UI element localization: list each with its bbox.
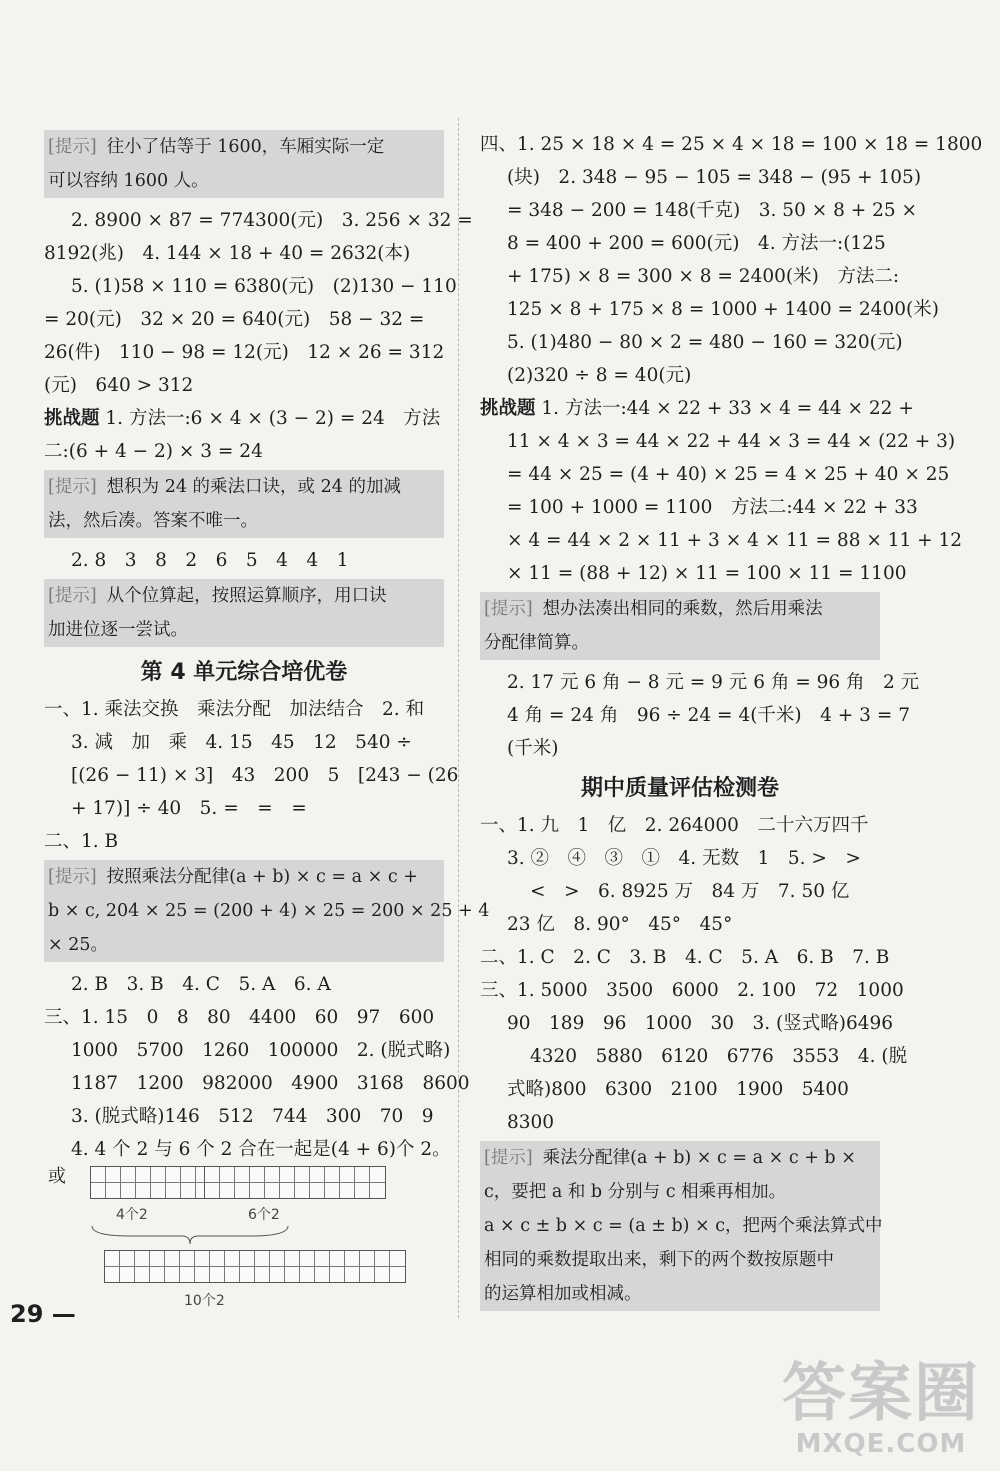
tip-text: × 25。 <box>48 935 108 955</box>
answer-line: 一、1. 九 1 亿 2. 264000 二十六万四千 <box>480 815 869 836</box>
tip-tag: [提示] <box>484 599 533 619</box>
tip-text: 加进位逐一尝试。 <box>48 620 188 640</box>
challenge-line <box>480 392 914 425</box>
tip-box <box>44 860 490 962</box>
answer-line: = 348 − 200 = 148(千克) 3. 50 × 8 + 25 × <box>507 200 918 221</box>
tip-box <box>480 592 880 660</box>
tip-text: 可以容纳 1600 人。 <box>48 171 209 191</box>
tip-box <box>480 1141 883 1311</box>
answer-line: 1187 1200 982000 4900 3168 8600 <box>71 1073 470 1094</box>
tip-tag: [提示] <box>48 477 97 497</box>
column-divider <box>458 118 459 1318</box>
answer-line: 8192(兆) 4. 144 × 18 + 40 = 2632(本) <box>44 243 411 264</box>
watermark-logo <box>782 1359 980 1459</box>
answer-line: 二、1. C 2. C 3. B 4. C 5. A 6. B 7. B <box>480 947 890 968</box>
grouping-diagram <box>44 1166 444 1346</box>
answer-line: 二、1. B <box>44 831 119 852</box>
answer-line: (块) 2. 348 − 95 − 105 = 348 − (95 + 105) <box>507 167 922 188</box>
tip-tag: [提示] <box>48 867 97 887</box>
answer-line: 5. (1)480 − 80 × 2 = 480 − 160 = 320(元) <box>507 332 903 353</box>
tip-text: a × c ± b × c = (a ± b) × c，把两个乘法算式中 <box>484 1216 883 1236</box>
tip-text: b × c, 204 × 25 = (200 + 4) × 25 = 200 × 25 + 4 <box>48 901 490 921</box>
answer-line: [(26 − 11) × 3] 43 200 5 [243 − (26 <box>71 765 459 786</box>
answer-line: 3. (脱式略)146 512 744 300 70 9 <box>71 1106 434 1127</box>
answer-line: (千米) <box>507 738 559 759</box>
answer-line: 式略)800 6300 2100 1900 5400 <box>507 1079 849 1100</box>
tip-tag: [提示] <box>48 586 97 606</box>
tip-box <box>44 579 444 647</box>
answer-line: 11 × 4 × 3 = 44 × 22 + 44 × 3 = 44 × (22 + 3) <box>507 431 956 452</box>
answer-line: × 11 = (88 + 12) × 11 = 100 × 11 = 1100 <box>507 563 907 584</box>
answer-line: 2. 8 3 8 2 6 5 4 4 1 <box>71 550 349 571</box>
tip-text: 想办法凑出相同的乘数，然后用乘法 <box>542 599 823 619</box>
answer-line: 125 × 8 + 175 × 8 = 1000 + 1400 = 2400(米) <box>507 299 939 320</box>
answer-line: 4320 5880 6120 6776 3553 4. (脱 <box>530 1046 908 1067</box>
answer-line: 4. 4 个 2 与 6 个 2 合在一起是(4 + 6)个 2。 <box>71 1139 451 1160</box>
answer-line: 2. 8900 × 87 = 774300(元) 3. 256 × 32 = <box>71 210 473 231</box>
answer-line: = 100 + 1000 = 1100 方法二:44 × 22 + 33 <box>507 497 918 518</box>
tip-text: c，要把 a 和 b 分别与 c 相乘再相加。 <box>484 1182 787 1202</box>
right-column <box>480 128 983 1317</box>
answer-line: 8300 <box>507 1112 555 1133</box>
page-number: 29 — <box>10 1300 76 1328</box>
challenge-text: 1. 方法一:6 × 4 × (3 − 2) = 24 方法 <box>105 408 441 429</box>
group-brace <box>90 1224 290 1246</box>
tip-tag: [提示] <box>484 1148 533 1168</box>
watermark-url: MXQE.COM <box>795 1429 967 1459</box>
answer-line: 2. B 3. B 4. C 5. A 6. A <box>71 974 331 995</box>
answer-line: 1000 5700 1260 100000 2. (脱式略) <box>71 1040 451 1061</box>
section-title: 期中质量评估检测卷 <box>580 776 779 801</box>
left-column <box>44 128 490 1346</box>
tip-text: 法，然后凑。答案不唯一。 <box>48 511 258 531</box>
answer-line: < > 6. 8925 万 84 万 7. 50 亿 <box>530 881 850 902</box>
tip-text: 按照乘法分配律(a + b) × c = a × c + <box>106 867 418 887</box>
grid-10x2 <box>104 1250 406 1283</box>
challenge-text: 1. 方法一:44 × 22 + 33 × 4 = 44 × 22 + <box>541 398 914 419</box>
or-label: 或 <box>48 1166 66 1187</box>
answer-line: 三、1. 15 0 8 80 4400 60 97 600 <box>44 1007 435 1028</box>
challenge-label: 挑战题 <box>44 408 100 429</box>
answer-line: (元) 640 > 312 <box>44 375 194 396</box>
answer-line: 3. 减 加 乘 4. 15 45 12 540 ÷ <box>71 732 412 753</box>
answer-line: + 175) × 8 = 300 × 8 = 2400(米) 方法二: <box>507 266 900 287</box>
tip-text: 从个位算起，按照运算顺序，用口诀 <box>106 586 387 606</box>
grid-6x2 <box>204 1166 386 1199</box>
tip-text: 乘法分配律(a + b) × c = a × c + b × <box>542 1148 856 1168</box>
answer-line: 90 189 96 1000 30 3. (竖式略)6496 <box>507 1013 894 1034</box>
answer-line: 二:(6 + 4 − 2) × 3 = 24 <box>44 441 263 462</box>
label-4x2: 4个2 <box>116 1207 148 1223</box>
tip-text: 的运算相加或相减。 <box>484 1284 642 1304</box>
answer-line: 23 亿 8. 90° 45° 45° <box>507 914 733 935</box>
answer-line: (2)320 ÷ 8 = 40(元) <box>507 365 692 386</box>
answer-line: 三、1. 5000 3500 6000 2. 100 72 1000 <box>480 980 904 1001</box>
tip-text: 分配律简算。 <box>484 633 589 653</box>
answer-line: 四、1. 25 × 18 × 4 = 25 × 4 × 18 = 100 × 18 = 1800 <box>480 134 983 155</box>
answer-line: 2. 17 元 6 角 − 8 元 = 9 元 6 角 = 96 角 2 元 <box>507 672 920 693</box>
watermark-text: 答案圈 <box>782 1357 980 1431</box>
answer-line: + 17)] ÷ 40 5. = = = <box>71 798 307 819</box>
tip-tag: [提示] <box>48 137 97 157</box>
challenge-label: 挑战题 <box>480 398 536 419</box>
label-6x2: 6个2 <box>248 1207 280 1223</box>
challenge-line <box>44 402 444 435</box>
answer-line: = 44 × 25 = (4 + 40) × 25 = 4 × 25 + 40 × 25 <box>507 464 950 485</box>
answer-line: × 4 = 44 × 2 × 11 + 3 × 4 × 11 = 88 × 11 + 12 <box>507 530 963 551</box>
tip-box <box>44 470 444 538</box>
tip-text: 想积为 24 的乘法口诀，或 24 的加减 <box>106 477 401 497</box>
tip-box <box>44 130 444 198</box>
label-10x2: 10个2 <box>184 1293 225 1309</box>
answer-line: = 20(元) 32 × 20 = 640(元) 58 − 32 = <box>44 309 425 330</box>
tip-text: 相同的乘数提取出来，剩下的两个数按原题中 <box>484 1250 834 1270</box>
tip-text: 往小了估等于 1600，车厢实际一定 <box>106 137 385 157</box>
grid-4x2 <box>90 1166 212 1199</box>
answer-line: 一、1. 乘法交换 乘法分配 加法结合 2. 和 <box>44 699 425 720</box>
answer-line: 5. (1)58 × 110 = 6380(元) (2)130 − 110 <box>71 276 457 297</box>
answer-line: 3. ② ④ ③ ① 4. 无数 1 5. > > <box>507 848 861 869</box>
section-title: 第 4 单元综合培优卷 <box>140 660 348 685</box>
answer-line: 4 角 = 24 角 96 ÷ 24 = 4(千米) 4 + 3 = 7 <box>507 705 910 726</box>
answer-line: 8 = 400 + 200 = 600(元) 4. 方法一:(125 <box>507 233 886 254</box>
answer-line: 26(件) 110 − 98 = 12(元) 12 × 26 = 312 <box>44 342 445 363</box>
